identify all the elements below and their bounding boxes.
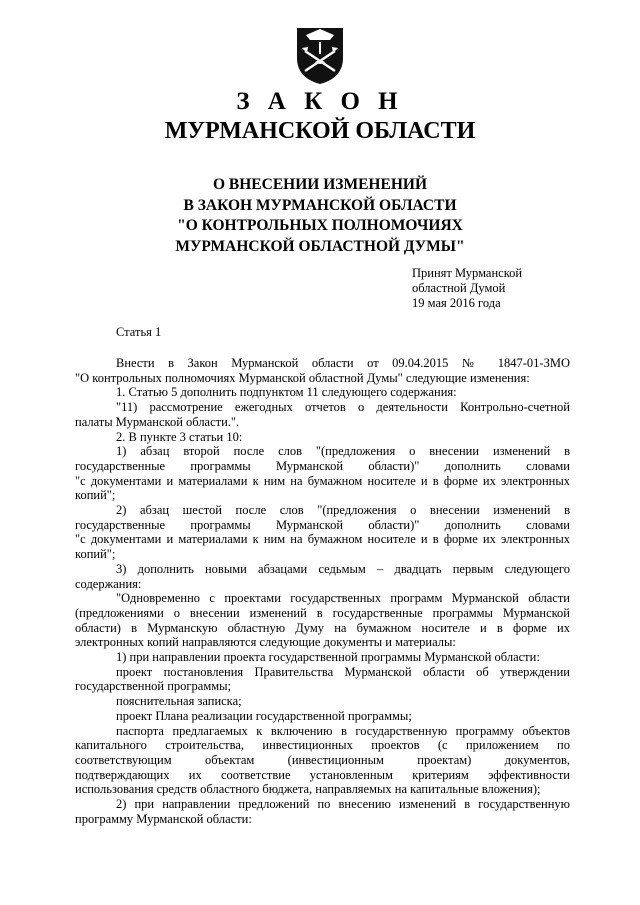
adoption-line: 19 мая 2016 года	[412, 296, 501, 310]
body-line: 1) абзац второй после слов "(предложения о внесении изменений в	[116, 444, 570, 459]
adoption-line: Принят Мурманской	[412, 266, 523, 280]
body-line: копий";	[75, 488, 116, 503]
coat-of-arms-emblem	[293, 24, 347, 86]
body-line: капитального строительства, инвестиционных проектов (с приложением по	[75, 738, 570, 753]
body-line: соответствующим объектам (инвестиционным проектам) документов,	[75, 752, 570, 767]
article-body	[75, 356, 570, 827]
body-line: "Одновременно с проектами государственных программ Мурманской области	[116, 591, 570, 606]
law-title-line: МУРМАНСКОЙ ОБЛАСТНОЙ ДУМЫ"	[175, 237, 465, 255]
body-line: области) в Мурманскую областную Думу на бумажном носителе и в форме их	[75, 620, 570, 635]
adoption-line: областной Думой	[412, 281, 506, 295]
body-line: программу Мурманской области:	[75, 811, 252, 826]
adoption-note	[412, 266, 592, 311]
body-line: электронных копий направляются следующие документы и материалы:	[75, 635, 456, 650]
body-line: "11) рассмотрение ежегодных отчетов о деятельности Контрольно-счетной	[116, 400, 570, 415]
law-heading: З А К О Н	[236, 88, 404, 115]
body-line: 1) при направлении проекта государственной программы Мурманской области:	[116, 650, 540, 665]
body-line: 2) при направлении предложений по внесению изменений в государственную	[116, 797, 570, 812]
body-line: 3) дополнить новыми абзацами седьмым – двадцать первым следующего	[116, 561, 570, 576]
body-line: проект Плана реализации государственной программы;	[116, 708, 412, 723]
region-heading: МУРМАНСКОЙ ОБЛАСТИ	[164, 118, 476, 144]
body-line: государственной программы;	[75, 679, 232, 694]
body-line: копий";	[75, 547, 116, 562]
body-line: паспорта предлагаемых к включению в государственную программу объектов	[116, 723, 570, 738]
body-line: "с документами и материалами к ним на бумажном носителе и в форме их электронных	[75, 473, 570, 488]
law-title-line: О ВНЕСЕНИИ ИЗМЕНЕНИЙ	[212, 176, 427, 193]
body-line: 1. Статью 5 дополнить подпунктом 11 следующего содержания:	[116, 385, 457, 400]
body-line: содержания:	[75, 576, 142, 591]
law-title-line: "О КОНТРОЛЬНЫХ ПОЛНОМОЧИЯХ	[177, 217, 463, 234]
body-line: палаты Мурманской области.".	[75, 414, 240, 429]
body-line: Внести в Закон Мурманской области от 09.04.2015 № 1847-01-ЗМО	[116, 356, 570, 370]
body-line: "с документами и материалами к ним на бумажном носителе и в форме их электронных	[75, 532, 570, 547]
body-line: государственные программы Мурманской области)" дополнить словами	[75, 517, 570, 532]
body-line: 2. В пункте 3 статьи 10:	[116, 429, 243, 444]
body-line: проект постановления Правительства Мурманской области об утверждении	[116, 664, 570, 679]
law-title-line: В ЗАКОН МУРМАНСКОЙ ОБЛАСТИ	[183, 196, 457, 214]
body-line: 2) абзац шестой после слов "(предложения о внесении изменений в	[116, 503, 570, 518]
body-line: "О контрольных полномочиях Мурманской областной Думы" следующие изменения:	[75, 370, 530, 385]
body-line: государственные программы Мурманской области)" дополнить словами	[75, 458, 570, 473]
body-line: пояснительная записка;	[116, 694, 242, 709]
body-line: (предложениями о внесении изменений в государственные программы Мурманской	[75, 605, 570, 620]
law-title	[0, 175, 640, 257]
article-heading: Статья 1	[116, 325, 162, 339]
body-line: использования средств областного бюджета, направляемых на капитальные вложения);	[75, 782, 541, 797]
body-line: подтверждающих их соответствие установленным критериям эффективности	[75, 767, 570, 782]
